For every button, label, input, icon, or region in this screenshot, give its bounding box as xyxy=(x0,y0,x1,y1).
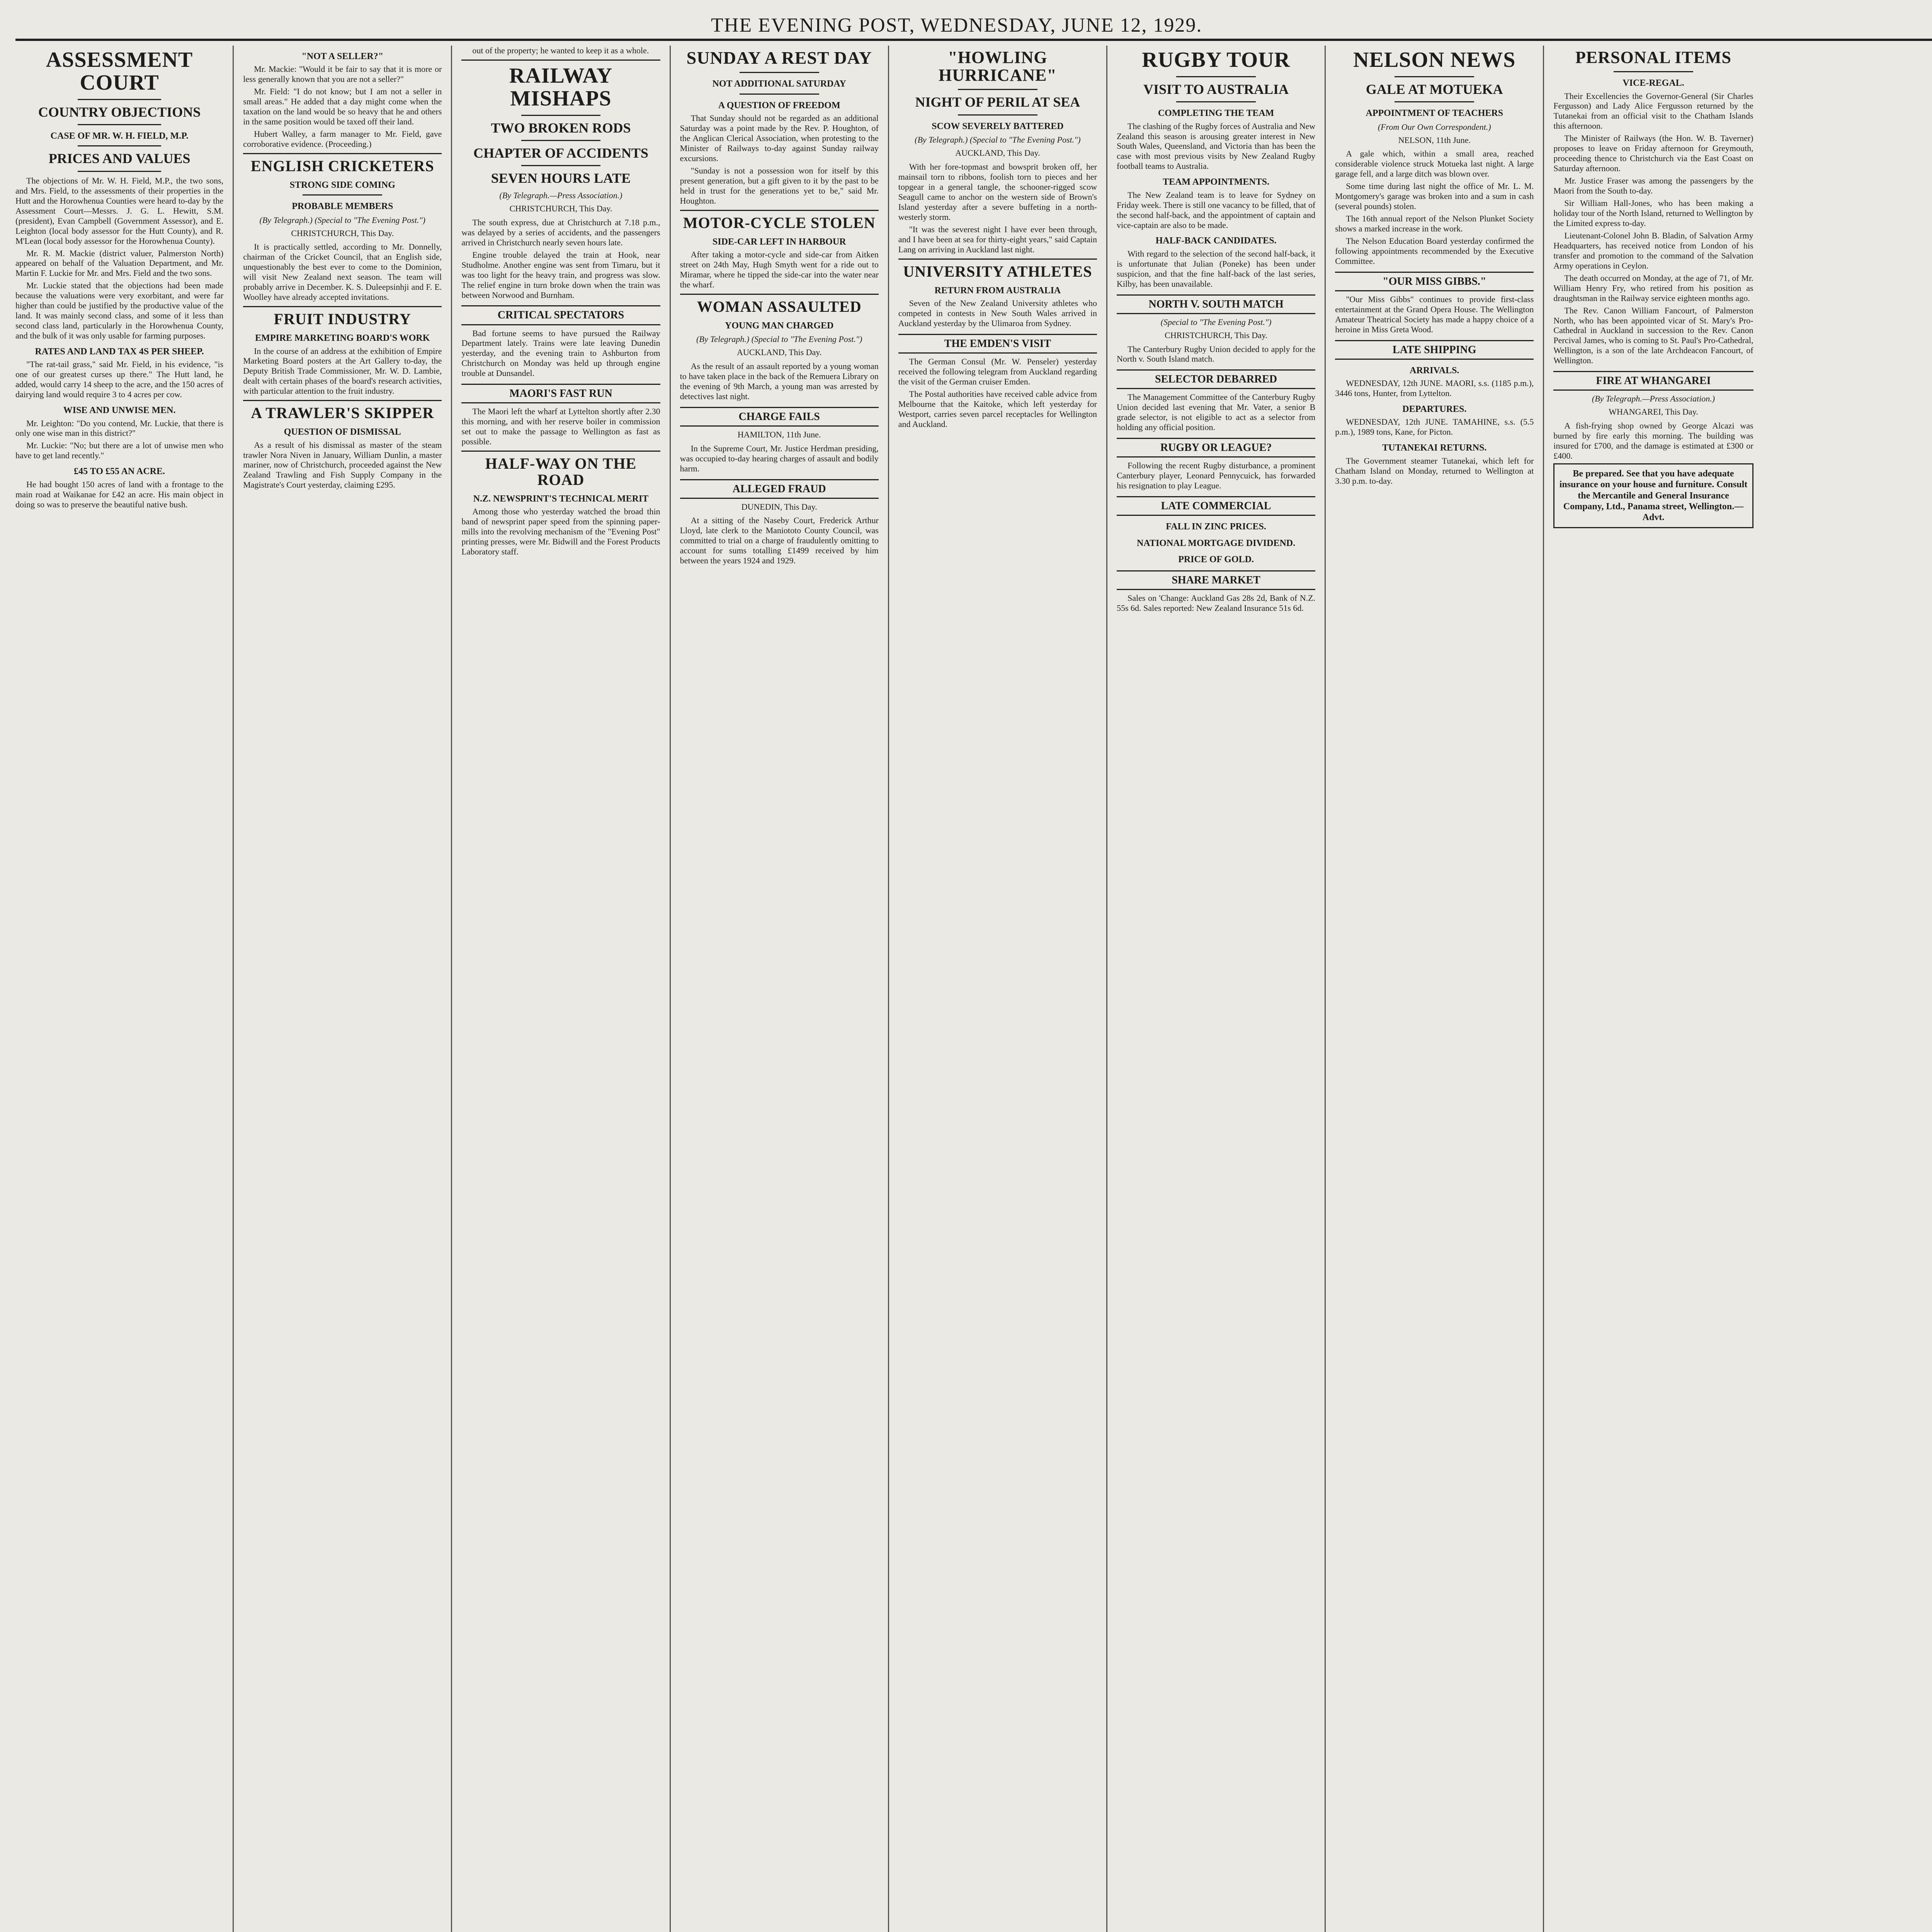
divider xyxy=(740,72,819,73)
subhead-departures: DEPARTURES. xyxy=(1402,404,1467,415)
headline-late-commercial: LATE COMMERCIAL xyxy=(1117,496,1315,516)
byline: (By Telegraph.—Press Association.) xyxy=(499,190,622,200)
article-paragraph: The death occurred on Monday, at the age of 71, of Mr. William Henry Fry, who retired from his position as draughtsman in the Railway service eighteen months ago. xyxy=(1553,273,1753,303)
subhead-gale-motueka: GALE AT MOTUEKA xyxy=(1366,81,1503,97)
divider xyxy=(521,140,601,141)
article-paragraph: He had bought 150 acres of land with a frontage to the main road at Waikanae for £42 an acre. His main object in doing so was to preserve the beautiful native bush. xyxy=(15,479,224,509)
article-columns xyxy=(15,46,1932,1932)
article-paragraph: The Postal authorities have received cable advice from Melbourne that the Kaitoke, which left yesterday for Westport, carries seven parcel receptacles for Wellington and Auckland. xyxy=(898,389,1097,429)
divider xyxy=(243,153,442,154)
dateline: CHRISTCHURCH, This Day. xyxy=(509,203,612,213)
article-paragraph: Mr. Leighton: "Do you contend, Mr. Luckie, that there is only one wise man in this district?" xyxy=(15,418,224,438)
headline-rugby-tour: RUGBY TOUR xyxy=(1142,48,1291,72)
subhead-rates: RATES AND LAND TAX 4S PER SHEEP. xyxy=(35,347,204,357)
headline-maoris-fast-run: MAORI'S FAST RUN xyxy=(461,384,660,403)
article-paragraph: The Management Committee of the Canterbury Rugby Union decided last evening that Mr. Vater, a senior B grade selector, is not eligible to act as a selector from holding any official position. xyxy=(1117,392,1316,432)
headline-our-miss-gibbs: "OUR MISS GIBBS." xyxy=(1335,272,1534,291)
divider xyxy=(958,89,1037,90)
column-7 xyxy=(1326,46,1544,1932)
divider xyxy=(78,145,161,146)
divider xyxy=(680,294,879,295)
headline-english-cricketers: ENGLISH CRICKETERS xyxy=(250,157,434,175)
subhead-chapter-accidents: CHAPTER OF ACCIDENTS xyxy=(473,145,648,161)
article-paragraph: The Rev. Canon William Fancourt, of Palmerston North, who has been appointed vicar of St. Mary's Pro-Cathedral in Auckland in succession to the Rev. Canon Percival James, who is coming to St. Paul's Pro-Cathedral, Wellington, is a son of the late Archdeacon Fancourt, of Wellington. xyxy=(1553,305,1753,366)
article-paragraph: "It was the severest night I have ever been through, and I have been at sea for thirty-eight years," said Captain Lang on arriving in Auckland last night. xyxy=(898,224,1097,254)
headline-nelson-news: NELSON NEWS xyxy=(1353,48,1516,72)
byline: (By Telegraph.) (Special to "The Evening Post.") xyxy=(696,334,862,344)
headline-motor-cycle-stolen: MOTOR-CYCLE STOLEN xyxy=(683,214,876,231)
divider xyxy=(78,171,161,172)
subhead-probable-members: PROBABLE MEMBERS xyxy=(292,201,393,212)
subhead-strong-side: STRONG SIDE COMING xyxy=(289,180,395,190)
article-paragraph: The 16th annual report of the Nelson Plunket Society shows a marked increase in the work. xyxy=(1335,214,1534,234)
dateline: CHRISTCHURCH, This Day. xyxy=(291,228,394,238)
headline-howling-hurricane: "HOWLING HURRICANE" xyxy=(939,48,1057,85)
subhead-case-field: CASE OF MR. W. H. FIELD, M.P. xyxy=(50,131,189,141)
divider xyxy=(958,114,1037,116)
headline-share-market: SHARE MARKET xyxy=(1117,570,1315,590)
column-2 xyxy=(234,46,452,1932)
divider xyxy=(1395,101,1474,102)
dateline: NELSON, 11th June. xyxy=(1398,135,1471,145)
article-paragraph: As the result of an assault reported by a young woman to have taken place in the back of the Remuera Library on the evening of 9th March, a young man was arrested by detectives last night. xyxy=(680,361,879,401)
headline-fruit-industry: FRUIT INDUSTRY xyxy=(274,310,411,328)
article-paragraph: WEDNESDAY, 12th JUNE. MAORI, s.s. (1185 p.m.), 3446 tons, Hunter, from Lyttelton. xyxy=(1335,378,1534,398)
insurance-advert: Be prepared. See that you have adequate insurance on your house and furniture. Consult the Mercantile and General Insurance Company, Ltd., Panama street, Wellington.—Advt. xyxy=(1553,463,1753,528)
article-paragraph: The New Zealand team is to leave for Sydney on Friday week. There is still one vacancy to be filled, that of the second half-back, and the appointment of captain and vice-captain are also to be made. xyxy=(1117,190,1316,230)
divider xyxy=(1614,71,1694,72)
divider xyxy=(1176,101,1256,102)
subhead-mortgage-dividend: NATIONAL MORTGAGE DIVIDEND. xyxy=(1137,538,1296,548)
subhead-empire-marketing: EMPIRE MARKETING BOARD'S WORK xyxy=(255,333,430,344)
headline-half-way: HALF-WAY ON THE ROAD xyxy=(485,455,637,489)
subhead-seven-hours: SEVEN HOURS LATE xyxy=(491,170,631,186)
article-paragraph: "Sunday is not a possession won for itself by this present generation, but a gift given to it by the past to be held in trust for the generations yet to be," said Mr. Houghton. xyxy=(680,165,879,206)
article-paragraph: Mr. Luckie stated that the objections had been made because the valuations were very exorbitant, and were far higher than could be justified by the productive value of the land. It was mainly second class, and some of it less than second class land, particularly in the Horowhenua County, and the bulk of it was only usable for farming purposes. xyxy=(15,281,224,341)
article-paragraph: Sales on 'Change: Auckland Gas 28s 2d, Bank of N.Z. 55s 6d. Sales reported: New Zealand Insurance 51s 6d. xyxy=(1117,593,1316,613)
headline-north-south: NORTH V. SOUTH MATCH xyxy=(1117,294,1315,314)
article-paragraph: Engine trouble delayed the train at Hook, near Studholme. Another engine was sent from Timaru, but it was too light for the heavy train, and progress was slow. The relief engine in turn broke down when the train was between Norwood and Burnham. xyxy=(461,250,660,300)
headline-railway-mishaps: RAILWAY MISHAPS xyxy=(509,63,613,111)
headline-rugby-or-league: RUGBY OR LEAGUE? xyxy=(1117,438,1315,457)
subhead-tutanekai: TUTANEKAI RETURNS. xyxy=(1382,443,1487,453)
dateline: WHANGAREI, This Day. xyxy=(1609,407,1698,417)
article-paragraph: out of the property; he wanted to keep it as a whole. xyxy=(472,46,649,55)
divider xyxy=(521,115,601,116)
article-paragraph: Among those who yesterday watched the broad thin band of newsprint paper speed from the spinning paper-mills into the revolving mechanism of the "Evening Post" printing presses, were Mr. Bidwill and the Forest Products Laboratory staff. xyxy=(461,507,660,557)
headline-late-shipping: LATE SHIPPING xyxy=(1335,340,1534,360)
article-paragraph: The Government steamer Tutanekai, which left for Chatham Island on Monday, returned to Wellington at 3.30 p.m. to-day. xyxy=(1335,456,1534,486)
divider xyxy=(461,60,660,61)
dateline: HAMILTON, 11th June. xyxy=(737,429,821,439)
dateline: AUCKLAND, This Day. xyxy=(955,148,1040,158)
article-paragraph: Mr. Justice Fraser was among the passengers by the Maori from the South to-day. xyxy=(1553,176,1753,196)
article-paragraph: Mr. Mackie: "Would it be fair to say that it is more or less generally known that you are not a seller?" xyxy=(243,64,442,84)
headline-university-athletes: UNIVERSITY ATHLETES xyxy=(903,262,1092,280)
article-paragraph: Some time during last night the office of Mr. L. M. Montgomery's garage was broken into and a sum in cash (several pounds) stolen. xyxy=(1335,181,1534,211)
divider xyxy=(78,124,161,125)
column-3 xyxy=(452,46,670,1932)
article-paragraph: The south express, due at Christchurch at 7.18 p.m., was delayed by a series of accidents, and the passengers arrived in Christchurch nearly seven hours late. xyxy=(461,217,660,247)
divider xyxy=(521,165,601,166)
column-4 xyxy=(671,46,889,1932)
headline-charge-fails: CHARGE FAILS xyxy=(680,407,879,427)
headline-fire-whangarei: FIRE AT WHANGAREI xyxy=(1553,371,1753,391)
divider xyxy=(1395,76,1474,77)
article-paragraph: Bad fortune seems to have pursued the Railway Department lately. Trains were late leaving Dunedin yesterday, and the evening train to Ashburton from Christchurch on Monday was held up through engine trouble at Dunsandel. xyxy=(461,328,660,378)
subhead-completing-team: COMPLETING THE TEAM xyxy=(1158,108,1274,119)
subhead-half-back: HALF-BACK CANDIDATES. xyxy=(1155,236,1277,246)
article-paragraph: A gale which, within a small area, reached considerable violence struck Motueka last night. A large garage fell, and a large ditch was blown over. xyxy=(1335,149,1534,179)
divider xyxy=(740,94,819,95)
divider xyxy=(898,259,1097,260)
article-paragraph: At a sitting of the Naseby Court, Frederick Arthur Lloyd, late clerk to the Maniototo County Council, was committed to trial on a charge of fraudulently omitting to account for sums totalling £1499 received by him between the years 1924 and 1929. xyxy=(680,515,879,566)
article-paragraph: With regard to the selection of the second half-back, it is unfortunate that Julian (Poneke) has been under suspicion, and that the fine half-back of the last series, Kilby, has been unavailable. xyxy=(1117,248,1316,289)
article-paragraph: The Nelson Education Board yesterday confirmed the following appointments recommended by the Executive Committee. xyxy=(1335,236,1534,266)
divider xyxy=(243,306,442,307)
article-paragraph: Seven of the New Zealand University athletes who competed in contests in New South Wales arrived in Auckland yesterday by the Ulimaroa from Sydney. xyxy=(898,298,1097,328)
column-6 xyxy=(1107,46,1326,1932)
subhead-arrivals: ARRIVALS. xyxy=(1410,365,1459,376)
article-paragraph: The Maori left the wharf at Lyttelton shortly after 2.30 this morning, and with her reserve boiler in commission set out to make the passage to Wellington as fast as possible. xyxy=(461,406,660,447)
article-paragraph: In the course of an address at the exhibition of Empire Marketing Board posters at the Art Gallery to-day, the Deputy British Trade Commissioner, Mr. W. D. Lambie, dealt with certain phases of the board's research activities, with particular attention to the fruit industry. xyxy=(243,346,442,396)
article-paragraph: The German Consul (Mr. W. Penseler) yesterday received the following telegram from Auckland regarding the visit of the German cruiser Emden. xyxy=(898,356,1097,386)
subhead-price-gold: PRICE OF GOLD. xyxy=(1178,554,1254,565)
subhead-side-car: SIDE-CAR LEFT IN HARBOUR xyxy=(712,236,846,247)
article-paragraph: WEDNESDAY, 12th JUNE. TAMAHINE, s.s. (5.5 p.m.), 1989 tons, Kane, for Picton. xyxy=(1335,417,1534,437)
article-paragraph: The objections of Mr. W. H. Field, M.P., the two sons, and Mrs. Field, to the assessments of their properties in the Hutt and the Horowhenua Counties were heard to-day by the Assessment Court—Messrs. J. G. L. Hewitt, S.M. (president), Evan Campbell (Government Assessor), and E. Leighton (local body assessor for the Hutt County), and R. M'Lean (local body assessor for the Horowhenua County). xyxy=(15,175,224,246)
subhead-two-broken-rods: TWO BROKEN RODS xyxy=(491,120,631,136)
article-paragraph: Hubert Walley, a farm manager to Mr. Field, gave corroborative evidence. (Proceeding.) xyxy=(243,129,442,149)
article-paragraph: As a result of his dismissal as master of the steam trawler Nora Niven in January, William Dunlin, a master mariner, now of Christchurch, proceeded against the New Zealand Trawling and Fish Supply Company in the Magistrate's Court yesterday, claiming £295. xyxy=(243,440,442,490)
subhead-not-saturday: NOT ADDITIONAL SATURDAY xyxy=(712,79,846,89)
subhead-return-australia: RETURN FROM AUSTRALIA xyxy=(934,285,1061,296)
column-1 xyxy=(15,46,234,1932)
byline: (By Telegraph.) (Special to "The Evening Post.") xyxy=(915,135,1081,145)
subhead-scow-battered: SCOW SEVERELY BATTERED xyxy=(932,121,1064,131)
article-paragraph: The Canterbury Rugby Union decided to apply for the North v. South Island match. xyxy=(1117,344,1316,364)
dateline: CHRISTCHURCH, This Day. xyxy=(1165,330,1268,340)
article-paragraph: Mr. Luckie: "No; but there are a lot of unwise men who have to get land recently." xyxy=(15,440,224,461)
byline: (By Telegraph.—Press Association.) xyxy=(1592,394,1715,404)
divider xyxy=(680,210,879,211)
subhead-dismissal: QUESTION OF DISMISSAL xyxy=(284,427,401,437)
subhead-team-appointments: TEAM APPOINTMENTS. xyxy=(1163,177,1270,187)
subhead-prices-values: PRICES AND VALUES xyxy=(48,151,190,167)
masthead xyxy=(15,12,1932,41)
byline: (By Telegraph.) (Special to "The Evening Post.") xyxy=(259,215,426,225)
column-8 xyxy=(1544,46,1762,1932)
article-paragraph: The Minister of Railways (the Hon. W. B. Taverner) proposes to leave on Friday afternoon for Greymouth, proceeding thence to Christchurch via the East Coast on Saturday afternoon. xyxy=(1553,133,1753,173)
divider xyxy=(303,194,382,196)
headline-selector-debarred: SELECTOR DEBARRED xyxy=(1117,369,1315,389)
headline-emden-visit: THE EMDEN'S VISIT xyxy=(898,334,1097,354)
headline-personal-items: PERSONAL ITEMS xyxy=(1575,48,1731,67)
divider xyxy=(461,451,660,452)
divider xyxy=(1176,76,1256,77)
article-paragraph: After taking a motor-cycle and side-car from Aitken street on 24th May, Hugh Smyth went for a ride out to Miramar, where he tipped the side-car into the water near the wharf. xyxy=(680,249,879,289)
article-paragraph: With her fore-topmast and bowsprit broken off, her mainsail torn to ribbons, foolish torn to pieces and her topgear in a general tangle, the schooner-rigged scow Seagull came to anchor on the western side of Brown's Island yesterday after a severe buffeting in a north-westerly storm. xyxy=(898,162,1097,222)
headline-woman-assaulted: WOMAN ASSAULTED xyxy=(697,298,862,315)
article-paragraph: Mr. R. M. Mackie (district valuer, Palmerston North) appeared on behalf of the Valuation Department, and Mr. Martin F. Luckie for Mr. and Mrs. Field and the two sons. xyxy=(15,248,224,278)
dateline: DUNEDIN, This Day. xyxy=(741,502,817,512)
column-5 xyxy=(889,46,1107,1932)
subhead-teachers: APPOINTMENT OF TEACHERS xyxy=(1366,108,1503,119)
subhead-country-objections: COUNTRY OBJECTIONS xyxy=(38,104,201,120)
article-paragraph: A fish-frying shop owned by George Alcazi was burned by fire early this morning. The building was insured for £700, and the damage is estimated at £300 or £400. xyxy=(1553,421,1753,461)
divider xyxy=(78,99,161,100)
byline: (From Our Own Correspondent.) xyxy=(1378,122,1491,132)
divider xyxy=(243,400,442,401)
article-paragraph: Lieutenant-Colonel John B. Bladin, of Salvation Army Headquarters, has received notice from London of his transfer and promotion to the command of the Salvation Army operations in Ceylon. xyxy=(1553,230,1753,270)
subhead-question-freedom: A QUESTION OF FREEDOM xyxy=(718,100,840,111)
article-paragraph: Following the recent Rugby disturbance, a prominent Canterbury player, Leonard Pennycuick, has forwarded his resignation to play League. xyxy=(1117,461,1316,491)
subhead-wise-men: WISE AND UNWISE MEN. xyxy=(63,405,176,416)
article-paragraph: Mr. Field: "I do not know; but I am not a seller in small areas." He added that a day might come when the taxation on the land would be so heavy that he and others in the same position would be taxed off their land. xyxy=(243,87,442,127)
subhead-young-man: YOUNG MAN CHARGED xyxy=(725,320,834,331)
headline-critical-spectators: CRITICAL SPECTATORS xyxy=(461,305,660,325)
article-paragraph: Their Excellencies the Governor-General (Sir Charles Fergusson) and Lady Alice Fergusson returned by the Tutanekai from an official visit to the Chatham Islands this afternoon. xyxy=(1553,91,1753,131)
article-paragraph: "Our Miss Gibbs" continues to provide first-class entertainment at the Grand Opera House. The Wellington Amateur Theatrical Society has made a happy choice of a heroine in Miss Greta Wood. xyxy=(1335,294,1534,334)
article-paragraph: The clashing of the Rugby forces of Australia and New Zealand this season is arousing greater interest in New South Wales, Queensland, and Victoria than has been the case with most previous visits by New Zealand Rugby football teams to Australia. xyxy=(1117,121,1316,171)
subhead-zinc: FALL IN ZINC PRICES. xyxy=(1166,522,1266,532)
subhead-night-of-peril: NIGHT OF PERIL AT SEA xyxy=(915,94,1080,110)
article-paragraph: Sir William Hall-Jones, who has been making a holiday tour of the North Island, returned to Wellington by the Limited express to-day. xyxy=(1553,198,1753,228)
headline-alleged-fraud: ALLEGED FRAUD xyxy=(680,479,879,499)
subhead-not-a-seller: "NOT A SELLER?" xyxy=(301,51,384,61)
headline-assessment-court: ASSESSMENT COURT xyxy=(46,48,193,95)
article-paragraph: "The rat-tail grass," said Mr. Field, in his evidence, "is one of our greatest curses up there." The Hutt land, he added, would carry 14 sheep to the acre, and the 150 acres of dairying land would require 3 to 4 acres per cow. xyxy=(15,359,224,400)
article-paragraph: That Sunday should not be regarded as an additional Saturday was a point made by the Rev. P. Houghton, of the Anglican Clerical Association, when protesting to the Minister of Railways to-day against Sunday railway excursions. xyxy=(680,113,879,163)
subhead-newsprint: N.Z. NEWSPRINT'S TECHNICAL MERIT xyxy=(473,494,649,504)
masthead-title: THE EVENING POST, WEDNESDAY, JUNE 12, 1929. xyxy=(711,14,1202,36)
headline-trawlers-skipper: A TRAWLER'S SKIPPER xyxy=(251,404,434,422)
subhead-visit-australia: VISIT TO AUSTRALIA xyxy=(1143,81,1289,97)
headline-sunday-rest-day: SUNDAY A REST DAY xyxy=(686,48,872,68)
article-paragraph: In the Supreme Court, Mr. Justice Herdman presiding, was occupied to-day hearing charges of assault and bodily harm. xyxy=(680,443,879,473)
byline: (Special to "The Evening Post.") xyxy=(1160,317,1272,327)
subhead-price-acre: £45 TO £55 AN ACRE. xyxy=(74,466,165,477)
article-paragraph: It is practically settled, according to Mr. Donnelly, chairman of the Cricket Council, that an English side, unquestionably the best ever to come to the Dominion, will visit New Zealand next season. The team will probably arrive in December. K. S. Duleepsinhji and F. E. Woolley have already accepted invitations. xyxy=(243,242,442,302)
subhead-vice-regal: VICE-REGAL. xyxy=(1622,78,1684,88)
dateline: AUCKLAND, This Day. xyxy=(737,347,822,357)
